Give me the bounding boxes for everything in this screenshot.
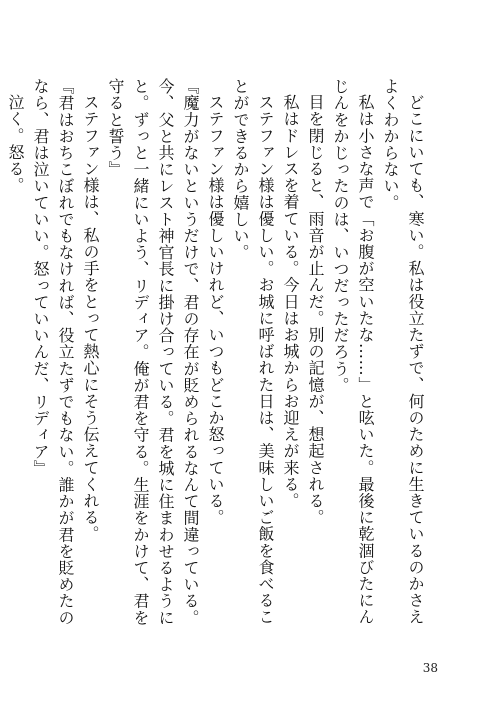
paragraph (0, 78, 3, 633)
dialogue-paragraph: 『魔力がないというだけで、君の存在が貶められるなんて間違っている。今、父と共にレスト神官長に掛け合っている。君を城に住まわせるようにと。ずっと一緒にいよう、リディア。俺が君を守る。生涯をかけて、君を守ると誓う』 (106, 78, 200, 626)
paragraph: 目を閉じると、雨音が止んだ。別の記憶が、想起される。 (306, 94, 325, 526)
paragraph: 私は小さな声で「お腹が空いたな……」と呟いた。最後に乾涸びたにんじんをかじったのは、いつだっただろう。 (331, 78, 375, 626)
dialogue-paragraph: 『君はおちこぼれでもなければ、役立たずでもない。誰かが君を貶めたのなら、君は泣いていい。怒っていいんだ、リディア』 (31, 78, 75, 626)
paragraph: ステファン様は優しいけれど、いつもどこか怒っている。 (206, 94, 225, 526)
paragraph: 泣く。怒る。 (6, 94, 25, 194)
paragraph: ステファン様は、私の手をとって熱心にそう伝えてくれる。 (81, 94, 100, 543)
page-number: 38 (422, 661, 438, 675)
paragraph: どこにいても、寒い。私は役立たずで、何のために生きているのかさえよくわからない。 (381, 78, 425, 626)
paragraph: 私はドレスを着ている。今日はお城からお迎えが来る。 (281, 94, 300, 509)
body-text (0, 78, 428, 633)
paragraph: ステファン様は優しい。お城に呼ばれた日は、美味しいご飯を食べることができるから嬉しい。 (231, 78, 275, 626)
